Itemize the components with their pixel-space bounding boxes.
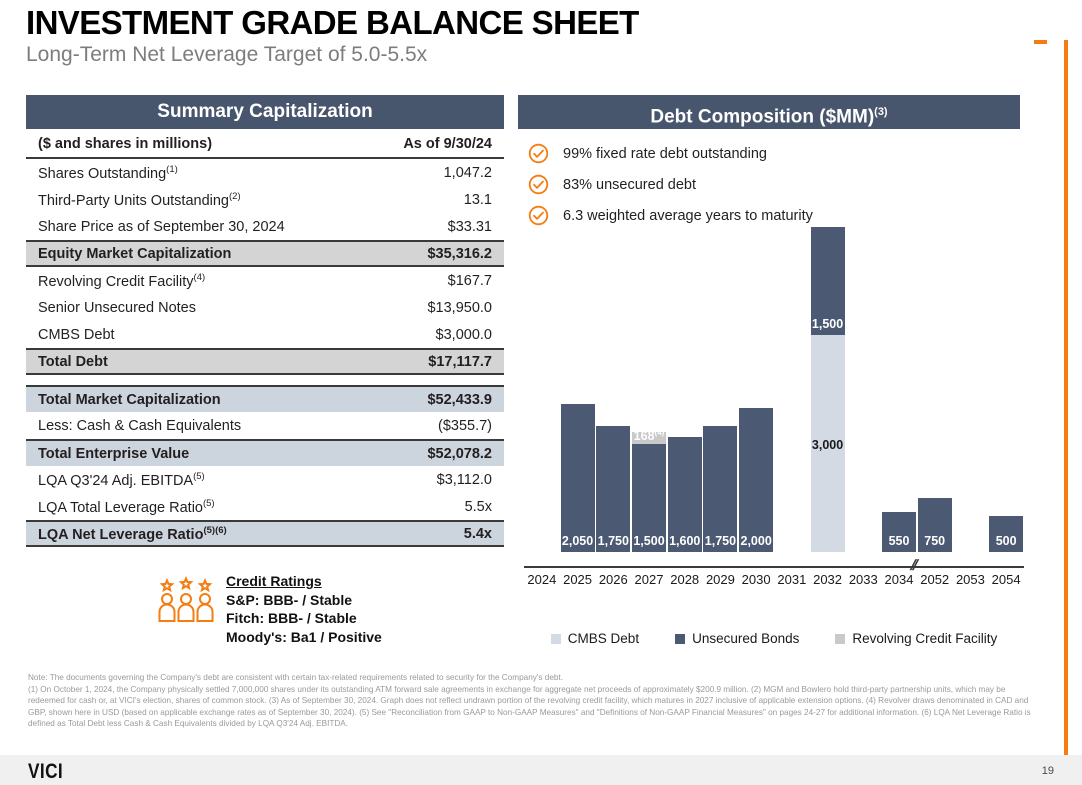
cap-row-label: Total Market Capitalization xyxy=(38,391,221,408)
debt-composition-header xyxy=(518,95,1020,129)
debt-bullet-item xyxy=(528,169,1008,200)
x-axis-tick-label: 2029 xyxy=(705,572,735,587)
legend-item xyxy=(551,631,639,646)
credit-ratings-text xyxy=(226,572,382,646)
cap-row-label: LQA Q3'24 Adj. EBITDA$^{(5)}$ xyxy=(38,470,205,489)
table-row xyxy=(26,439,504,466)
x-axis-tick-label: 2054 xyxy=(991,572,1021,587)
bar-value-label: 1,500 xyxy=(633,534,665,548)
cap-row-value: 5.5x xyxy=(464,498,492,515)
table-row xyxy=(26,186,504,213)
debt-bullet-label: 99% fixed rate debt outstanding xyxy=(563,145,767,162)
table-row xyxy=(26,412,504,439)
table-row xyxy=(26,294,504,321)
bar-value-label: 1,600 xyxy=(669,534,701,548)
x-axis-tick-label: 2030 xyxy=(741,572,771,587)
bar-value-label: 2,000 xyxy=(740,534,772,548)
cap-table-col-label: ($ and shares in millions) xyxy=(38,136,213,152)
bar-segment-bonds xyxy=(668,437,702,552)
cap-row-label: Less: Cash & Cash Equivalents xyxy=(38,417,242,434)
x-axis-tick-label: 2028 xyxy=(670,572,700,587)
bar-segment-revolver xyxy=(632,427,666,444)
page-number: 19 xyxy=(1041,765,1054,777)
bar-value-label: 2,050 xyxy=(561,534,594,548)
bar-segment-cmbs xyxy=(811,335,845,552)
cap-row-label: Shares Outstanding$^{(1)}$ xyxy=(38,163,178,182)
legend-label: Revolving Credit Facility xyxy=(852,631,998,646)
cap-row-footnote: (5) xyxy=(202,497,215,509)
debt-composition-header-footnote: (3) xyxy=(874,106,888,118)
bar-value-label: 1,750 xyxy=(597,534,629,548)
bar-segment-bonds xyxy=(989,516,1023,552)
footnote-numbered: (1) On October 1, 2024, the Company physically settled 7,000,000 shares under its outstanding ATM forward sale agreements in exchange for aggregate net proceeds of approximately $200.9 million. (2) MGM and Bowlero hold third-party partnership units, which may be redeemed for cash or, at VICI's election, shares of common stock. (3) As of September 30, 2024. Graph does not reflect undrawn portion of the revolving credit facility, which matures in 2027 inclusive of applicable extension options. (4) Revolver draws denominated in CAD and GBP, shown here in USD (based on applicable exchange rates as of September 30, 2024). (5) See "Reconciliation from GAAP to Non-GAAP Measures" and "Definitions of Non-GAAP Financial Measures" on pages 24-27 for additional information. (6) LQA Net Leverage Ratio is defined as Total Debt less Cash & Cash Equivalents divided by LQA Q3'24 Adj. EBITDA. xyxy=(28,684,1031,729)
page-subtitle: Long-Term Net Leverage Target of 5.0-5.5x xyxy=(26,43,428,66)
bracket-horizontal-rule xyxy=(1034,40,1047,44)
debt-bullet-label: 6.3 weighted average years to maturity xyxy=(563,207,813,224)
legend-swatch xyxy=(551,634,561,644)
cap-row-label: Third-Party Units Outstanding$^{(2)}$ xyxy=(38,190,241,209)
cap-row-label: Revolving Credit Facility$^{(4)}$ xyxy=(38,271,206,290)
cap-row-value: 5.4x xyxy=(463,525,492,542)
x-axis-tick-label: 2053 xyxy=(955,572,985,587)
x-axis-tick-label: 2034 xyxy=(884,572,914,587)
table-row xyxy=(26,348,504,375)
legend-item xyxy=(835,631,997,646)
cap-row-label: CMBS Debt xyxy=(38,326,115,343)
cap-table-header-row xyxy=(26,131,504,159)
bar-segment-bonds xyxy=(561,404,595,552)
bar-segment-bonds xyxy=(811,227,845,335)
chart-x-axis-labels xyxy=(524,572,1024,592)
bar-column xyxy=(632,427,666,552)
table-row xyxy=(26,466,504,493)
bar-value-label: 500 xyxy=(995,534,1017,548)
cap-row-label: Total Debt xyxy=(38,353,108,370)
bar-value-label: 1,750 xyxy=(704,534,737,548)
legend-item xyxy=(675,631,799,646)
cap-table-spacer xyxy=(26,375,504,385)
cap-row-value: $52,433.9 xyxy=(427,391,492,408)
bar-column xyxy=(703,426,737,552)
x-axis-tick-label: 2025 xyxy=(563,572,593,587)
cap-row-value: 1,047.2 xyxy=(443,164,492,181)
footnote-note: Note: The documents governing the Company's debt are consistent with certain tax-related requirements related to security for the Company's debt. xyxy=(28,673,563,682)
cap-row-label: LQA Net Leverage Ratio$^{(5)(6)}$ xyxy=(38,524,227,543)
credit-rating-fitch: Fitch: BBB- / Stable xyxy=(226,610,357,626)
x-axis-tick-label: 2031 xyxy=(777,572,807,587)
page-title: INVESTMENT GRADE BALANCE SHEET xyxy=(26,4,639,41)
cap-row-label: Equity Market Capitalization xyxy=(38,245,232,262)
bar-segment-bonds xyxy=(632,444,666,552)
bar-column xyxy=(668,437,702,552)
cap-row-value: $3,112.0 xyxy=(436,471,492,488)
x-axis-tick-label: 2024 xyxy=(527,572,557,587)
vici-logo: VICI xyxy=(28,760,64,783)
bar-column xyxy=(739,408,773,552)
cap-row-value: $33.31 xyxy=(447,218,492,235)
chart-x-axis-line xyxy=(524,566,1024,569)
x-axis-tick-label: 2026 xyxy=(598,572,628,587)
x-axis-tick-label: 2052 xyxy=(920,572,950,587)
bar-column xyxy=(882,512,916,552)
table-row xyxy=(26,267,504,294)
debt-composition-header-label: Debt Composition ($MM) xyxy=(650,106,875,128)
bracket-vertical-rule xyxy=(1064,40,1068,756)
bar-value-label: 750 xyxy=(924,534,946,548)
credit-rating-moodys: Moody's: Ba1 / Positive xyxy=(226,628,382,645)
table-row xyxy=(26,159,504,186)
x-axis-tick-label: 2032 xyxy=(813,572,843,587)
debt-bullet-label: 83% unsecured debt xyxy=(563,176,697,193)
cap-row-footnote: (2) xyxy=(229,190,241,202)
legend-swatch xyxy=(835,634,845,644)
summary-capitalization-header-label: Summary Capitalization xyxy=(157,101,373,122)
axis-break-marker: // xyxy=(908,557,918,574)
cap-row-label: Share Price as of September 30, 2024 xyxy=(38,218,285,235)
table-row xyxy=(26,520,504,547)
table-row xyxy=(26,321,504,348)
bar-segment-bonds xyxy=(882,512,916,552)
cap-table-col-value: As of 9/30/24 xyxy=(403,136,492,152)
table-row xyxy=(26,385,504,412)
check-circle-icon xyxy=(528,143,549,164)
x-axis-tick-label: 2027 xyxy=(634,572,664,587)
cap-row-label: LQA Total Leverage Ratio$^{(5)}$ xyxy=(38,497,215,516)
table-row xyxy=(26,213,504,240)
x-axis-tick-label: 2033 xyxy=(848,572,878,587)
three-people-stars-icon xyxy=(158,575,214,625)
footnotes xyxy=(28,672,1043,730)
summary-capitalization-table xyxy=(26,131,504,547)
bar-label-footnote: (4) xyxy=(654,427,665,437)
legend-label: Unsecured Bonds xyxy=(692,631,800,646)
cap-row-value: $3,000.0 xyxy=(435,326,492,343)
debt-maturity-chart xyxy=(524,218,1024,587)
cap-row-value: 13.1 xyxy=(463,191,492,208)
slide-footer xyxy=(0,755,1082,785)
bar-segment-bonds xyxy=(739,408,773,552)
cap-row-label: Senior Unsecured Notes xyxy=(38,299,196,316)
cap-row-value: $52,078.2 xyxy=(427,445,492,462)
debt-bullet-item xyxy=(528,138,1008,169)
credit-rating-sp: S&P: BBB- / Stable xyxy=(226,591,353,608)
cap-row-value: $17,117.7 xyxy=(428,353,492,370)
legend-swatch xyxy=(675,634,685,644)
cap-row-value: ($355.7) xyxy=(437,417,492,434)
chart-plot-area xyxy=(524,218,1024,566)
cap-row-footnote: (5) xyxy=(193,470,205,482)
bar-segment-bonds xyxy=(918,498,952,552)
summary-capitalization-header xyxy=(26,95,504,129)
cap-row-footnote: (4) xyxy=(193,271,206,283)
bar-column xyxy=(918,498,952,552)
bar-value-label: 3,000 xyxy=(811,437,844,452)
bar-column xyxy=(561,404,595,552)
cap-row-value: $35,316.2 xyxy=(427,245,492,262)
bar-column xyxy=(811,227,845,552)
bar-value-label: 168$^{(4)}$ xyxy=(633,427,665,443)
cap-row-value: $167.7 xyxy=(447,272,492,289)
bar-column xyxy=(596,426,630,552)
bar-value-label: 550 xyxy=(888,534,910,548)
cap-row-footnote: (1) xyxy=(166,163,178,175)
table-row xyxy=(26,240,504,267)
cap-row-footnote: (5)(6) xyxy=(203,524,227,536)
check-circle-icon xyxy=(528,174,549,195)
credit-ratings-title: Credit Ratings xyxy=(226,573,322,589)
bar-value-label: 1,500 xyxy=(811,317,844,332)
chart-legend xyxy=(524,631,1024,646)
bar-segment-bonds xyxy=(596,426,630,552)
cap-row-value: $13,950.0 xyxy=(427,299,492,316)
bar-segment-bonds xyxy=(703,426,737,552)
cap-row-label: Total Enterprise Value xyxy=(38,445,190,462)
credit-ratings-block xyxy=(158,572,382,646)
orange-corner-bracket xyxy=(1020,40,1082,756)
table-row xyxy=(26,493,504,520)
bar-column xyxy=(989,516,1023,552)
legend-label: CMBS Debt xyxy=(567,631,640,646)
